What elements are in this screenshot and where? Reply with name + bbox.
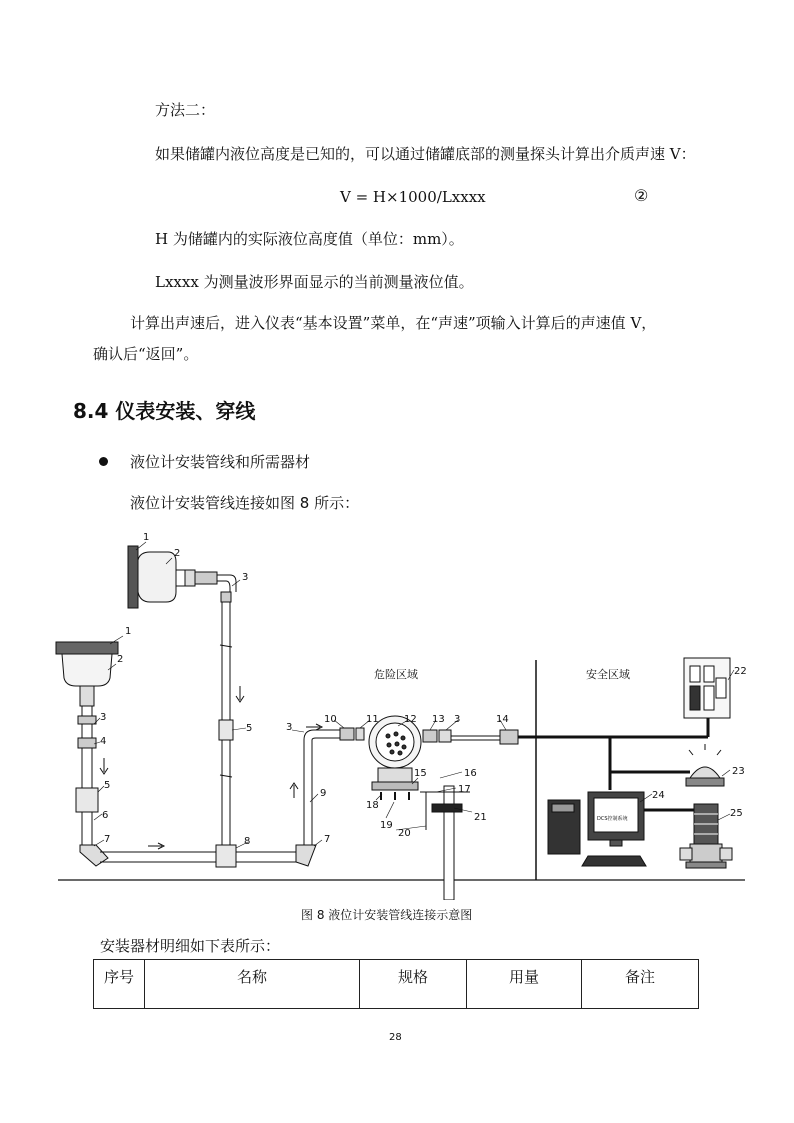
callout-label: 24 [652, 790, 665, 801]
mounting-pole [420, 786, 470, 900]
section-heading: 8.4 仪表安装、穿线 [73, 399, 256, 423]
callout-label: 13 [432, 714, 445, 725]
alarm-light [686, 744, 724, 786]
callout-label: 16 [464, 768, 477, 779]
callout-label: 5 [104, 780, 111, 791]
formula-number: ② [634, 186, 649, 205]
callout-label: 6 [102, 810, 109, 821]
callout-label: 3 [454, 714, 461, 725]
bullet-item: 液位计安装管线和所需器材 [130, 453, 311, 471]
callout-label: 10 [324, 714, 337, 725]
callout-label: 2 [117, 654, 124, 665]
callout-label: 2 [174, 548, 181, 559]
header-cell-index: 序号 [94, 960, 145, 1009]
flow-arrow [306, 724, 322, 730]
callout-label: 9 [320, 788, 327, 799]
callout-label: 12 [404, 714, 417, 725]
page-number: 28 [389, 1032, 402, 1043]
callout-label: 18 [366, 800, 379, 811]
callout-label: 3 [242, 572, 249, 583]
header-cell-name: 名称 [145, 960, 360, 1009]
level-meter-instrument [340, 716, 451, 800]
zone-hazard-label: 危险区域 [374, 668, 418, 681]
dcs-screen-label: DCS控制系统 [597, 816, 628, 822]
pump [680, 804, 732, 868]
callout-label: 8 [244, 836, 251, 847]
callout-label: 3 [286, 722, 293, 733]
materials-table [93, 959, 699, 1009]
header-cell-notes: 备注 [582, 960, 699, 1009]
callout-label: 19 [380, 820, 393, 831]
header-cell-spec: 规格 [360, 960, 467, 1009]
callout-label: 11 [366, 714, 379, 725]
callout-label: 15 [414, 768, 427, 779]
callout-label: 20 [398, 828, 411, 839]
calc-line-2: 确认后“返回”。 [93, 345, 199, 363]
callout-label: 25 [730, 808, 743, 819]
l-description: Lxxxx 为测量波形界面显示的当前测量液位值。 [155, 273, 474, 291]
left-tank [56, 642, 118, 845]
bullet-dot [99, 457, 108, 466]
zone-safe-label: 安全区域 [586, 668, 630, 681]
figure-caption: 图 8 液位计安装管线连接示意图 [301, 908, 473, 922]
callout-label: 5 [246, 723, 253, 734]
table-intro: 安装器材明细如下表所示： [100, 937, 281, 955]
upper-vertical-pipe [219, 592, 244, 845]
callout-label: 1 [143, 532, 150, 543]
formula: V = H×1000/Lxxxx [340, 188, 486, 206]
calc-line-1: 计算出声速后，进入仪表“基本设置”菜单，在“声速”项输入计算后的声速值 V， [130, 314, 657, 332]
upper-tank-wall [128, 546, 236, 608]
method-title: 方法二： [155, 101, 216, 119]
power-supply-box [684, 658, 730, 718]
callout-label: 23 [732, 766, 745, 777]
figure-intro: 液位计安装管线连接如图 8 所示： [130, 494, 360, 512]
callout-label: 7 [324, 834, 331, 845]
callout-label: 4 [100, 736, 107, 747]
signal-cable [451, 690, 708, 810]
header-cell-quantity: 用量 [467, 960, 582, 1009]
callout-label: 14 [496, 714, 509, 725]
callout-label: 17 [458, 784, 471, 795]
dcs-computer [548, 792, 646, 866]
h-description: H 为储罐内的实际液位高度值（单位：mm）。 [155, 230, 464, 248]
method-description: 如果储罐内液位高度是已知的，可以通过储罐底部的测量探头计算出介质声速 V： [155, 145, 696, 163]
callout-label: 7 [104, 834, 111, 845]
callout-label: 21 [474, 812, 487, 823]
table-header-row [94, 960, 699, 1009]
callout-label: 22 [734, 666, 747, 677]
callout-label: 3 [100, 712, 107, 723]
installation-diagram [0, 530, 794, 900]
callout-label: 1 [125, 626, 132, 637]
bottom-horizontal-pipe [80, 730, 340, 867]
